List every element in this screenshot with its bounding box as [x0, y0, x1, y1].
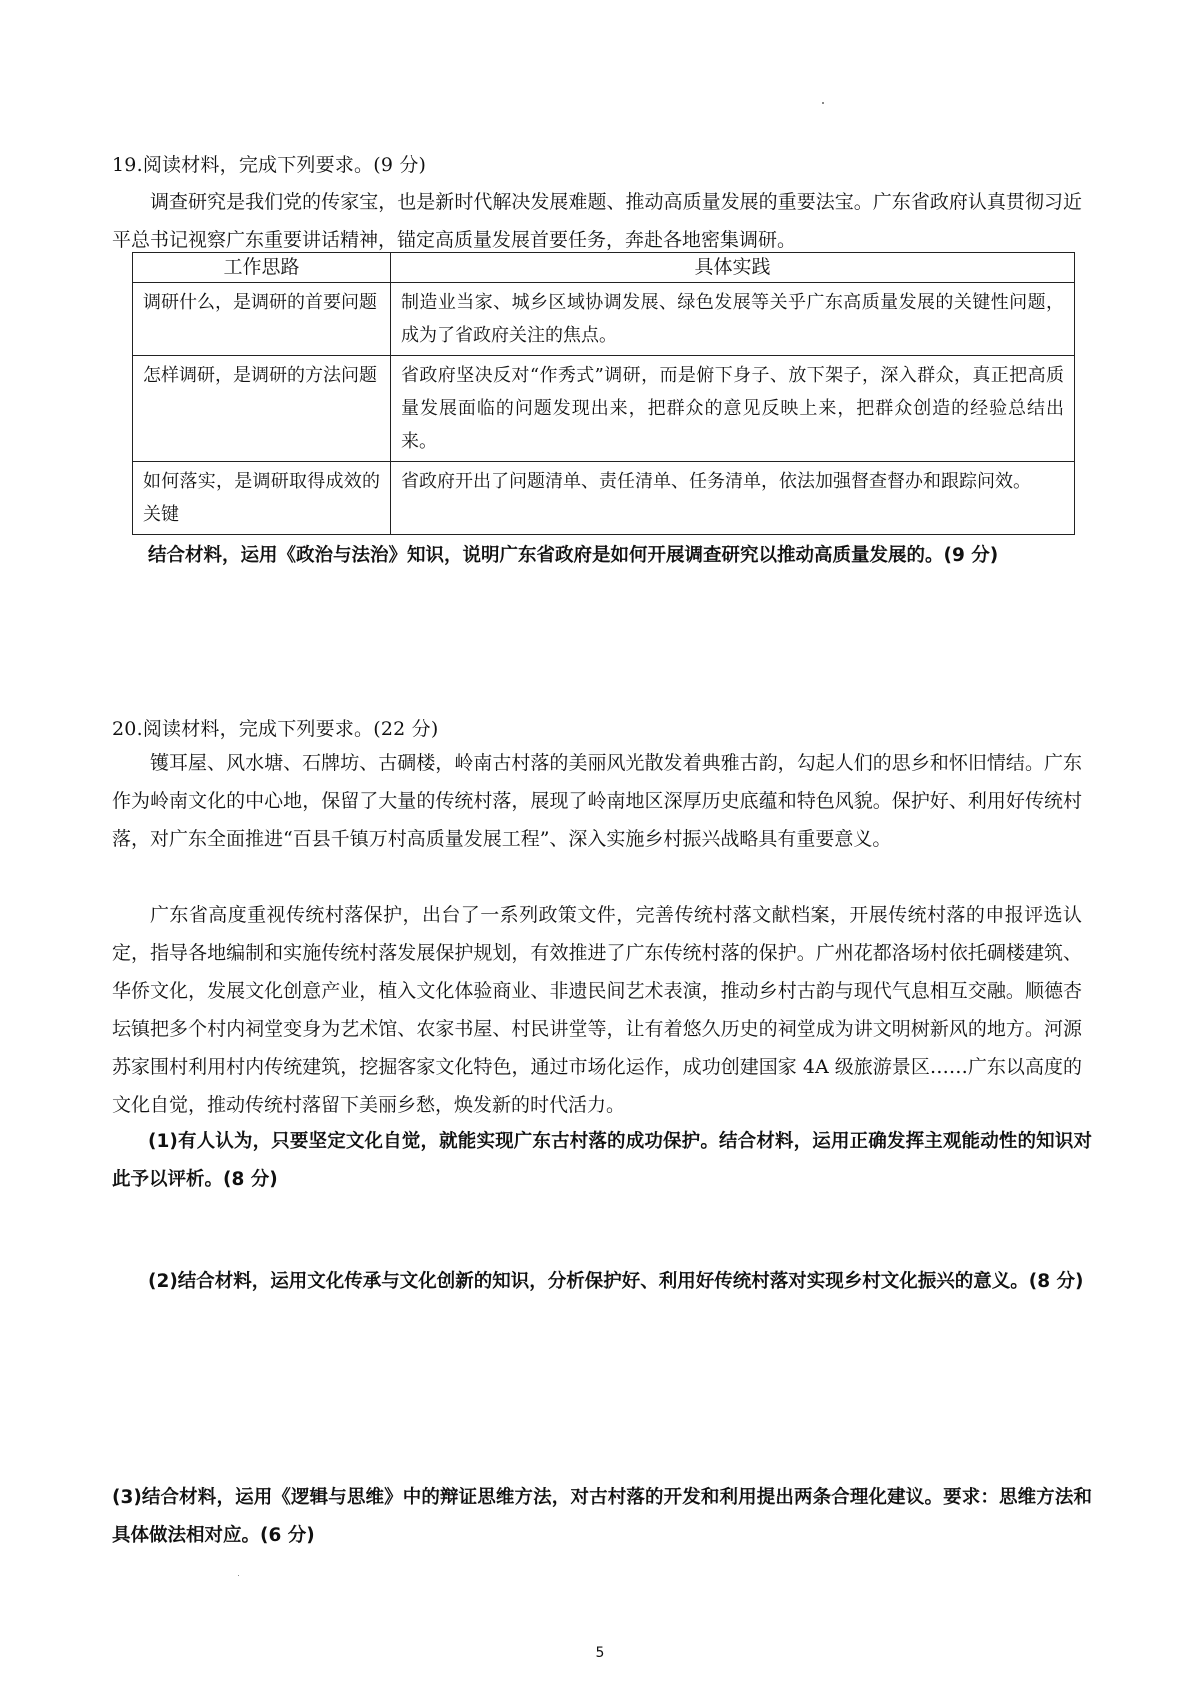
- q20-material-paragraph-1: 镬耳屋、风水塘、石牌坊、古碉楼，岭南古村落的美丽风光散发着典雅古韵，勾起人们的思乡和怀旧情结。广东作为岭南文化的中心地，保留了大量的传统村落，展现了岭南地区深厚历史底蕴和特色风貌。保护好、利用好传统村落，对广东全面推进“百县千镇万村高质量发展工程”、深入实施乡村振兴战略具有重要意义。: [112, 752, 1082, 850]
- q19-header: 19.阅读材料，完成下列要求。(9 分): [112, 154, 427, 176]
- q19-material: 调查研究是我们党的传家宝，也是新时代解决发展难题、推动高质量发展的重要法宝。广东省政府认真贯彻习近平总书记视察广东重要讲话精神，锚定高质量发展首要任务，奔赴各地密集调研。: [112, 191, 1082, 251]
- table-row: [133, 283, 1075, 356]
- scan-speck: [238, 1575, 239, 1576]
- scan-speck: [822, 102, 824, 104]
- table-cell: 怎样调研，是调研的方法问题: [133, 356, 391, 462]
- q20-header: 20.阅读材料，完成下列要求。(22 分): [112, 718, 439, 740]
- q20-subquestion-3: (3)结合材料，运用《逻辑与思维》中的辩证思维方法，对古村落的开发和利用提出两条合理化建议。要求：思维方法和具体做法相对应。(6 分): [112, 1487, 1092, 1546]
- table-cell: 省政府坚决反对“作秀式”调研，而是俯下身子、放下架子，深入群众，真正把高质量发展面临的问题发现出来，把群众的意见反映上来，把群众创造的经验总结出来。: [391, 356, 1075, 462]
- page-number: 5: [595, 1645, 605, 1661]
- table-header-cell: 具体实践: [391, 253, 1075, 283]
- q20-material-paragraph-2: 广东省高度重视传统村落保护，出台了一系列政策文件，完善传统村落文献档案，开展传统村落的申报评选认定，指导各地编制和实施传统村落发展保护规划，有效推进了广东传统村落的保护。广州花都洛场村依托碉楼建筑、华侨文化，发展文化创意产业，植入文化体验商业、非遗民间艺术表演，推动乡村古韵与现代气息相互交融。顺德杏坛镇把多个村内祠堂变身为艺术馆、农家书屋、村民讲堂等，让有着悠久历史的祠堂成为讲文明树新风的地方。河源苏家围村利用村内传统建筑，挖掘客家文化特色，通过市场化运作，成功创建国家 4A 级旅游景区……广东以高度的文化自觉，推动传统村落留下美丽乡愁，焕发新的时代活力。: [112, 904, 1082, 1116]
- table-cell: 如何落实，是调研取得成效的关键: [133, 462, 391, 535]
- table-row: [133, 462, 1075, 535]
- table-cell: 省政府开出了问题清单、责任清单、任务清单，依法加强督查督办和跟踪问效。: [391, 462, 1075, 535]
- q19-table: [132, 252, 1075, 535]
- table-row: [133, 356, 1075, 462]
- table-header-row: [133, 253, 1075, 283]
- table-cell: 制造业当家、城乡区域协调发展、绿色发展等关乎广东高质量发展的关键性问题，成为了省政府关注的焦点。: [391, 283, 1075, 356]
- q19-question: 结合材料，运用《政治与法治》知识，说明广东省政府是如何开展调查研究以推动高质量发展的。(9 分): [148, 545, 999, 566]
- q20-subquestion-2: (2)结合材料，运用文化传承与文化创新的知识，分析保护好、利用好传统村落对实现乡村文化振兴的意义。(8 分): [148, 1271, 1084, 1292]
- table-header-cell: 工作思路: [133, 253, 391, 283]
- table-cell: 调研什么，是调研的首要问题: [133, 283, 391, 356]
- q20-subquestion-1: (1)有人认为，只要坚定文化自觉，就能实现广东古村落的成功保护。结合材料，运用正确发挥主观能动性的知识对此予以评析。(8 分): [112, 1131, 1092, 1190]
